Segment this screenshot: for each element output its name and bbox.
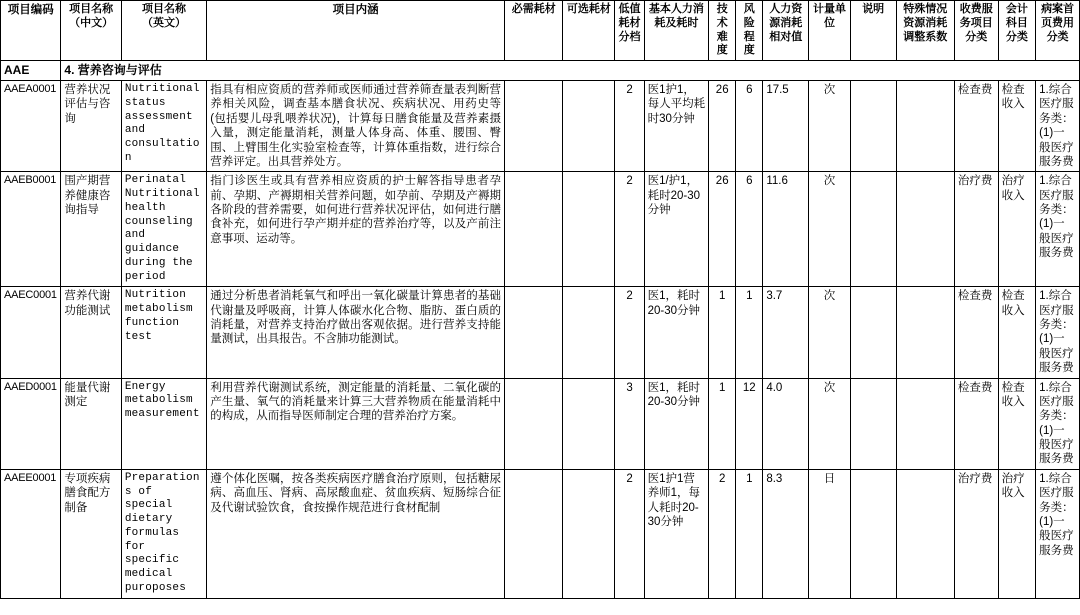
col-header-medical-record-category: 病案首页费用分类: [1036, 1, 1080, 61]
col-header-note: 说明: [850, 1, 896, 61]
row-content: 指具有相应资质的营养师或医师通过营养筛查量表判断营养相关风险，调查基本膳食状况、疾病状况、用药史等(包括婴儿母乳喂养状况)，计算每日膳食能量及营养素摄入量，测定能量消耗，测量人体身高、体重、腰围、臀围、上臂围生化实验室检查等，计算体重指数，进行综合营养评定。出具营养处方。: [207, 81, 505, 172]
row-low-value-grade: 2: [615, 287, 644, 378]
col-header-adjust-coeff: 特殊情况资源消耗调整系数: [896, 1, 954, 61]
row-adjust-coeff: [896, 172, 954, 287]
row-basic-labor: 医1，耗时20-30分钟: [644, 378, 709, 469]
row-note: [850, 81, 896, 172]
section-row: [1, 61, 1080, 81]
row-risk: 1: [736, 287, 763, 378]
row-labor-value: 8.3: [763, 469, 809, 598]
row-risk: 6: [736, 81, 763, 172]
row-labor-value: 17.5: [763, 81, 809, 172]
row-content: 通过分析患者消耗氧气和呼出一氧化碳量计算患者的基础代谢量及呼吸商，计算人体碳水化合物、脂肪、蛋白质的消耗量，对营养支持治疗做出客观依据。进行营养支持能量测试，出具报告。不含肺功能测试。: [207, 287, 505, 378]
col-header-name-cn-l1: 项目名称: [69, 3, 114, 15]
row-low-value-grade: 2: [615, 172, 644, 287]
row-adjust-coeff: [896, 378, 954, 469]
col-header-name-en: [121, 1, 206, 61]
row-content: 利用营养代谢测试系统，测定能量的消耗量、二氧化碳的产生量、氧气的消耗量来计算三大营养物质在能量消耗中的构成，从而指导医师制定合理的营养治疗方案。: [207, 378, 505, 469]
row-note: [850, 287, 896, 378]
col-header-name-cn: [61, 1, 121, 61]
row-required-consumables: [505, 378, 563, 469]
row-basic-labor: 医1护1营养师1，每人耗时20-30分钟: [644, 469, 709, 598]
row-unit: 次: [809, 81, 851, 172]
table-body: [1, 61, 1080, 599]
row-basic-labor: 医1，耗时20-30分钟: [644, 287, 709, 378]
row-unit: 次: [809, 172, 851, 287]
row-fee-category: 治疗费: [954, 172, 998, 287]
row-fee-category: 检查费: [954, 287, 998, 378]
row-accounting-category: 检查收入: [998, 81, 1035, 172]
table-row: [1, 378, 1080, 469]
row-optional-consumables: [563, 287, 615, 378]
row-content: 指门诊医生或具有营养相应资质的护士解答指导患者孕前、孕期、产褥期相关营养问题，如孕前、孕期及产褥期各阶段的营养需要，如何进行营养状况评估，如何进行膳食补充，如何进行孕产期并症的营养治疗等，以及产前注意事项、运动等。: [207, 172, 505, 287]
row-content: 遵个体化医嘱，按各类疾病医疗膳食治疗原则，包括糖尿病、高血压、肾病、高尿酸血症、贫血疾病、短肠综合征及代谢试验饮食，食按操作规范进行食材配制: [207, 469, 505, 598]
row-required-consumables: [505, 81, 563, 172]
table-row: [1, 172, 1080, 287]
row-optional-consumables: [563, 469, 615, 598]
row-note: [850, 172, 896, 287]
row-fee-category: 检查费: [954, 378, 998, 469]
row-note: [850, 378, 896, 469]
row-adjust-coeff: [896, 81, 954, 172]
row-optional-consumables: [563, 378, 615, 469]
row-risk: 12: [736, 378, 763, 469]
row-name-en: Nutritional status assessment and consultation: [121, 81, 206, 172]
table-row: [1, 469, 1080, 598]
row-name-cn: 能量代谢测定: [61, 378, 121, 469]
col-header-fee-category: 收费服务项目分类: [954, 1, 998, 61]
col-header-risk: 风险程度: [736, 1, 763, 61]
col-header-low-value-grade: 低值耗材分档: [615, 1, 644, 61]
row-low-value-grade: 2: [615, 81, 644, 172]
row-adjust-coeff: [896, 287, 954, 378]
col-header-optional-consumables: 可选耗材: [563, 1, 615, 61]
row-code: AAEB0001: [1, 172, 61, 287]
row-difficulty: 26: [709, 172, 736, 287]
row-unit: 日: [809, 469, 851, 598]
row-name-cn: 专项疾病膳食配方制备: [61, 469, 121, 598]
header-row: [1, 1, 1080, 61]
row-low-value-grade: 3: [615, 378, 644, 469]
row-code: AAEA0001: [1, 81, 61, 172]
row-name-cn: 围产期营养健康咨询指导: [61, 172, 121, 287]
row-optional-consumables: [563, 172, 615, 287]
row-required-consumables: [505, 469, 563, 598]
row-medical-record-category: 1.综合医疗服务类：(1)一般医疗服务费: [1036, 287, 1080, 378]
col-header-unit: 计量单位: [809, 1, 851, 61]
row-required-consumables: [505, 287, 563, 378]
row-medical-record-category: 1.综合医疗服务类：(1)一般医疗服务费: [1036, 81, 1080, 172]
row-medical-record-category: 1.综合医疗服务类：(1)一般医疗服务费: [1036, 172, 1080, 287]
row-medical-record-category: 1.综合医疗服务类：(1)一般医疗服务费: [1036, 378, 1080, 469]
col-header-labor-value: 人力资源消耗相对值: [763, 1, 809, 61]
row-accounting-category: 治疗收入: [998, 172, 1035, 287]
col-header-accounting-category: 会计科目分类: [998, 1, 1035, 61]
row-name-cn: 营养代谢功能测试: [61, 287, 121, 378]
row-basic-labor: 医1护1，每人平均耗时30分钟: [644, 81, 709, 172]
col-header-name-cn-l2: （中文）: [69, 16, 114, 29]
row-fee-category: 治疗费: [954, 469, 998, 598]
table-row: [1, 81, 1080, 172]
row-labor-value: 4.0: [763, 378, 809, 469]
row-name-cn: 营养状况评估与咨询: [61, 81, 121, 172]
table-row: [1, 287, 1080, 378]
col-header-content: 项目内涵: [207, 1, 505, 61]
row-code: AAEC0001: [1, 287, 61, 378]
row-code: AAEE0001: [1, 469, 61, 598]
section-title: 4. 营养咨询与评估: [61, 61, 1080, 81]
col-header-difficulty: 技术难度: [709, 1, 736, 61]
row-medical-record-category: 1.综合医疗服务类：(1)一般医疗服务费: [1036, 469, 1080, 598]
row-optional-consumables: [563, 81, 615, 172]
row-difficulty: 26: [709, 81, 736, 172]
row-name-en: Energy metabolism measurement: [121, 378, 206, 469]
row-name-en: Perinatal Nutritional health counseling and guidance during the period: [121, 172, 206, 287]
row-low-value-grade: 2: [615, 469, 644, 598]
row-accounting-category: 检查收入: [998, 378, 1035, 469]
col-header-name-en-l1: 项目名称: [142, 3, 186, 15]
row-labor-value: 11.6: [763, 172, 809, 287]
row-unit: 次: [809, 287, 851, 378]
row-unit: 次: [809, 378, 851, 469]
row-accounting-category: 治疗收入: [998, 469, 1035, 598]
section-code: AAE: [1, 61, 61, 81]
col-header-required-consumables: 必需耗材: [505, 1, 563, 61]
row-risk: 6: [736, 172, 763, 287]
row-name-en: Preparations of special dietary formulas for specific medical puroposes: [121, 469, 206, 598]
row-required-consumables: [505, 172, 563, 287]
row-difficulty: 1: [709, 287, 736, 378]
row-accounting-category: 检查收入: [998, 287, 1035, 378]
table-header: [1, 1, 1080, 61]
row-labor-value: 3.7: [763, 287, 809, 378]
row-difficulty: 1: [709, 378, 736, 469]
row-fee-category: 检查费: [954, 81, 998, 172]
row-note: [850, 469, 896, 598]
row-difficulty: 2: [709, 469, 736, 598]
col-header-name-en-l2: （英文）: [142, 16, 186, 29]
row-code: AAED0001: [1, 378, 61, 469]
row-adjust-coeff: [896, 469, 954, 598]
row-name-en: Nutrition metabolism function test: [121, 287, 206, 378]
col-header-basic-labor: 基本人力消耗及耗时: [644, 1, 709, 61]
row-risk: 1: [736, 469, 763, 598]
col-header-code: 项目编码: [1, 1, 61, 61]
row-basic-labor: 医1/护1，耗时20-30分钟: [644, 172, 709, 287]
